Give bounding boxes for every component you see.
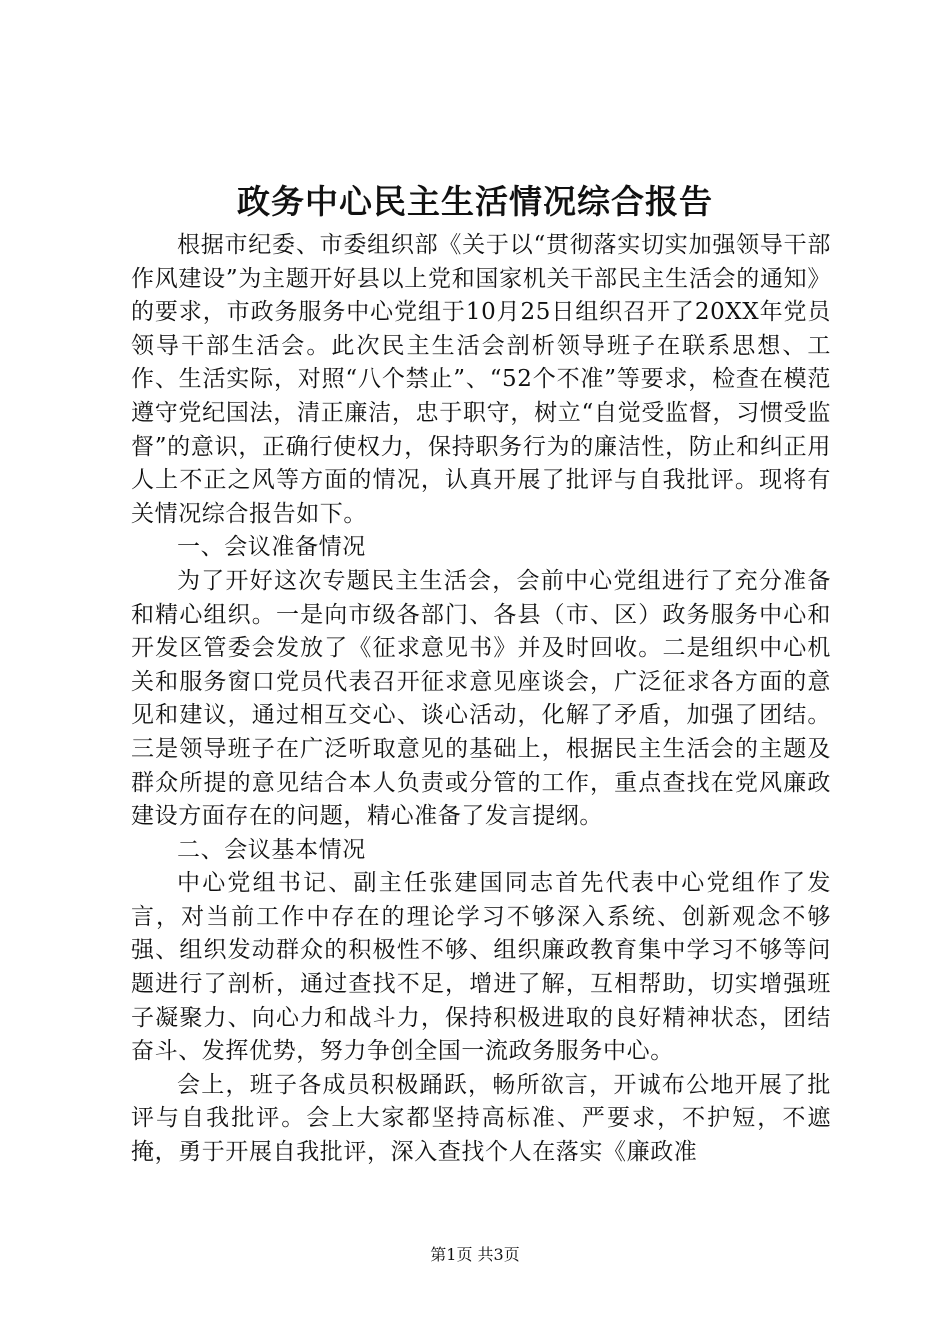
intro-paragraph: 根据市纪委、市委组织部《关于以“贯彻落实切实加强领导干部作风建设”为主题开好县以上党和国家机关干部民主生活会的通知》的要求，市政务服务中心党组于10月25日组织召开了20XX年党员领导干部生活会。此次民主生活会剖析领导班子在联系思想、工作、生活实际，对照“八个禁止”、“52个不准”等要求，检查在模范遵守党纪国法，清正廉洁，忠于职守，树立“自觉受监督，习惯受监督”的意识，正确行使权力，保持职务行为的廉洁性，防止和纠正用人上不正之风等方面的情况，认真开展了批评与自我批评。现将有关情况综合报告如下。 [131, 232, 831, 527]
section-heading-preparation: 一、会议准备情况 [177, 534, 366, 561]
preparation-paragraph: 为了开好这次专题民主生活会，会前中心党组进行了充分准备和精心组织。一是向市级各部门、各县（市、区）政务服务中心和开发区管委会发放了《征求意见书》并及时回收。二是组织中心机关和服务窗口党员代表召开征求意见座谈会，广泛征求各方面的意见和建议，通过相互交心、谈心活动，化解了矛盾，加强了团结。三是领导班子在广泛听取意见的基础上，根据民主生活会的主题及群众所提的意见结合本人负责或分管的工作，重点查找在党风廉政建设方面存在的问题，精心准备了发言提纲。 [131, 567, 831, 830]
criticism-paragraph: 会上，班子各成员积极踊跃，畅所欲言，开诚布公地开展了批评与自我批评。会上大家都坚持高标准、严要求，不护短，不遮掩，勇于开展自我批评，深入查找个人在落实《廉政准 [131, 1071, 831, 1166]
page-footer: 第1页 共3页 [430, 1245, 520, 1264]
section-heading-basic-info: 二、会议基本情况 [177, 836, 366, 863]
document-title: 政务中心民主生活情况综合报告 [237, 182, 713, 221]
basic-info-paragraph: 中心党组书记、副主任张建国同志首先代表中心党组作了发言，对当前工作中存在的理论学习不够深入系统、创新观念不够强、组织发动群众的积极性不够、组织廉政教育集中学习不够等问题进行了剖析，通过查找不足，增进了解，互相帮助，切实增强班子凝聚力、向心力和战斗力，保持积极进取的良好精神状态，团结奋斗、发挥优势，努力争创全国一流政务服务中心。 [131, 870, 831, 1065]
document-body [131, 229, 831, 1170]
